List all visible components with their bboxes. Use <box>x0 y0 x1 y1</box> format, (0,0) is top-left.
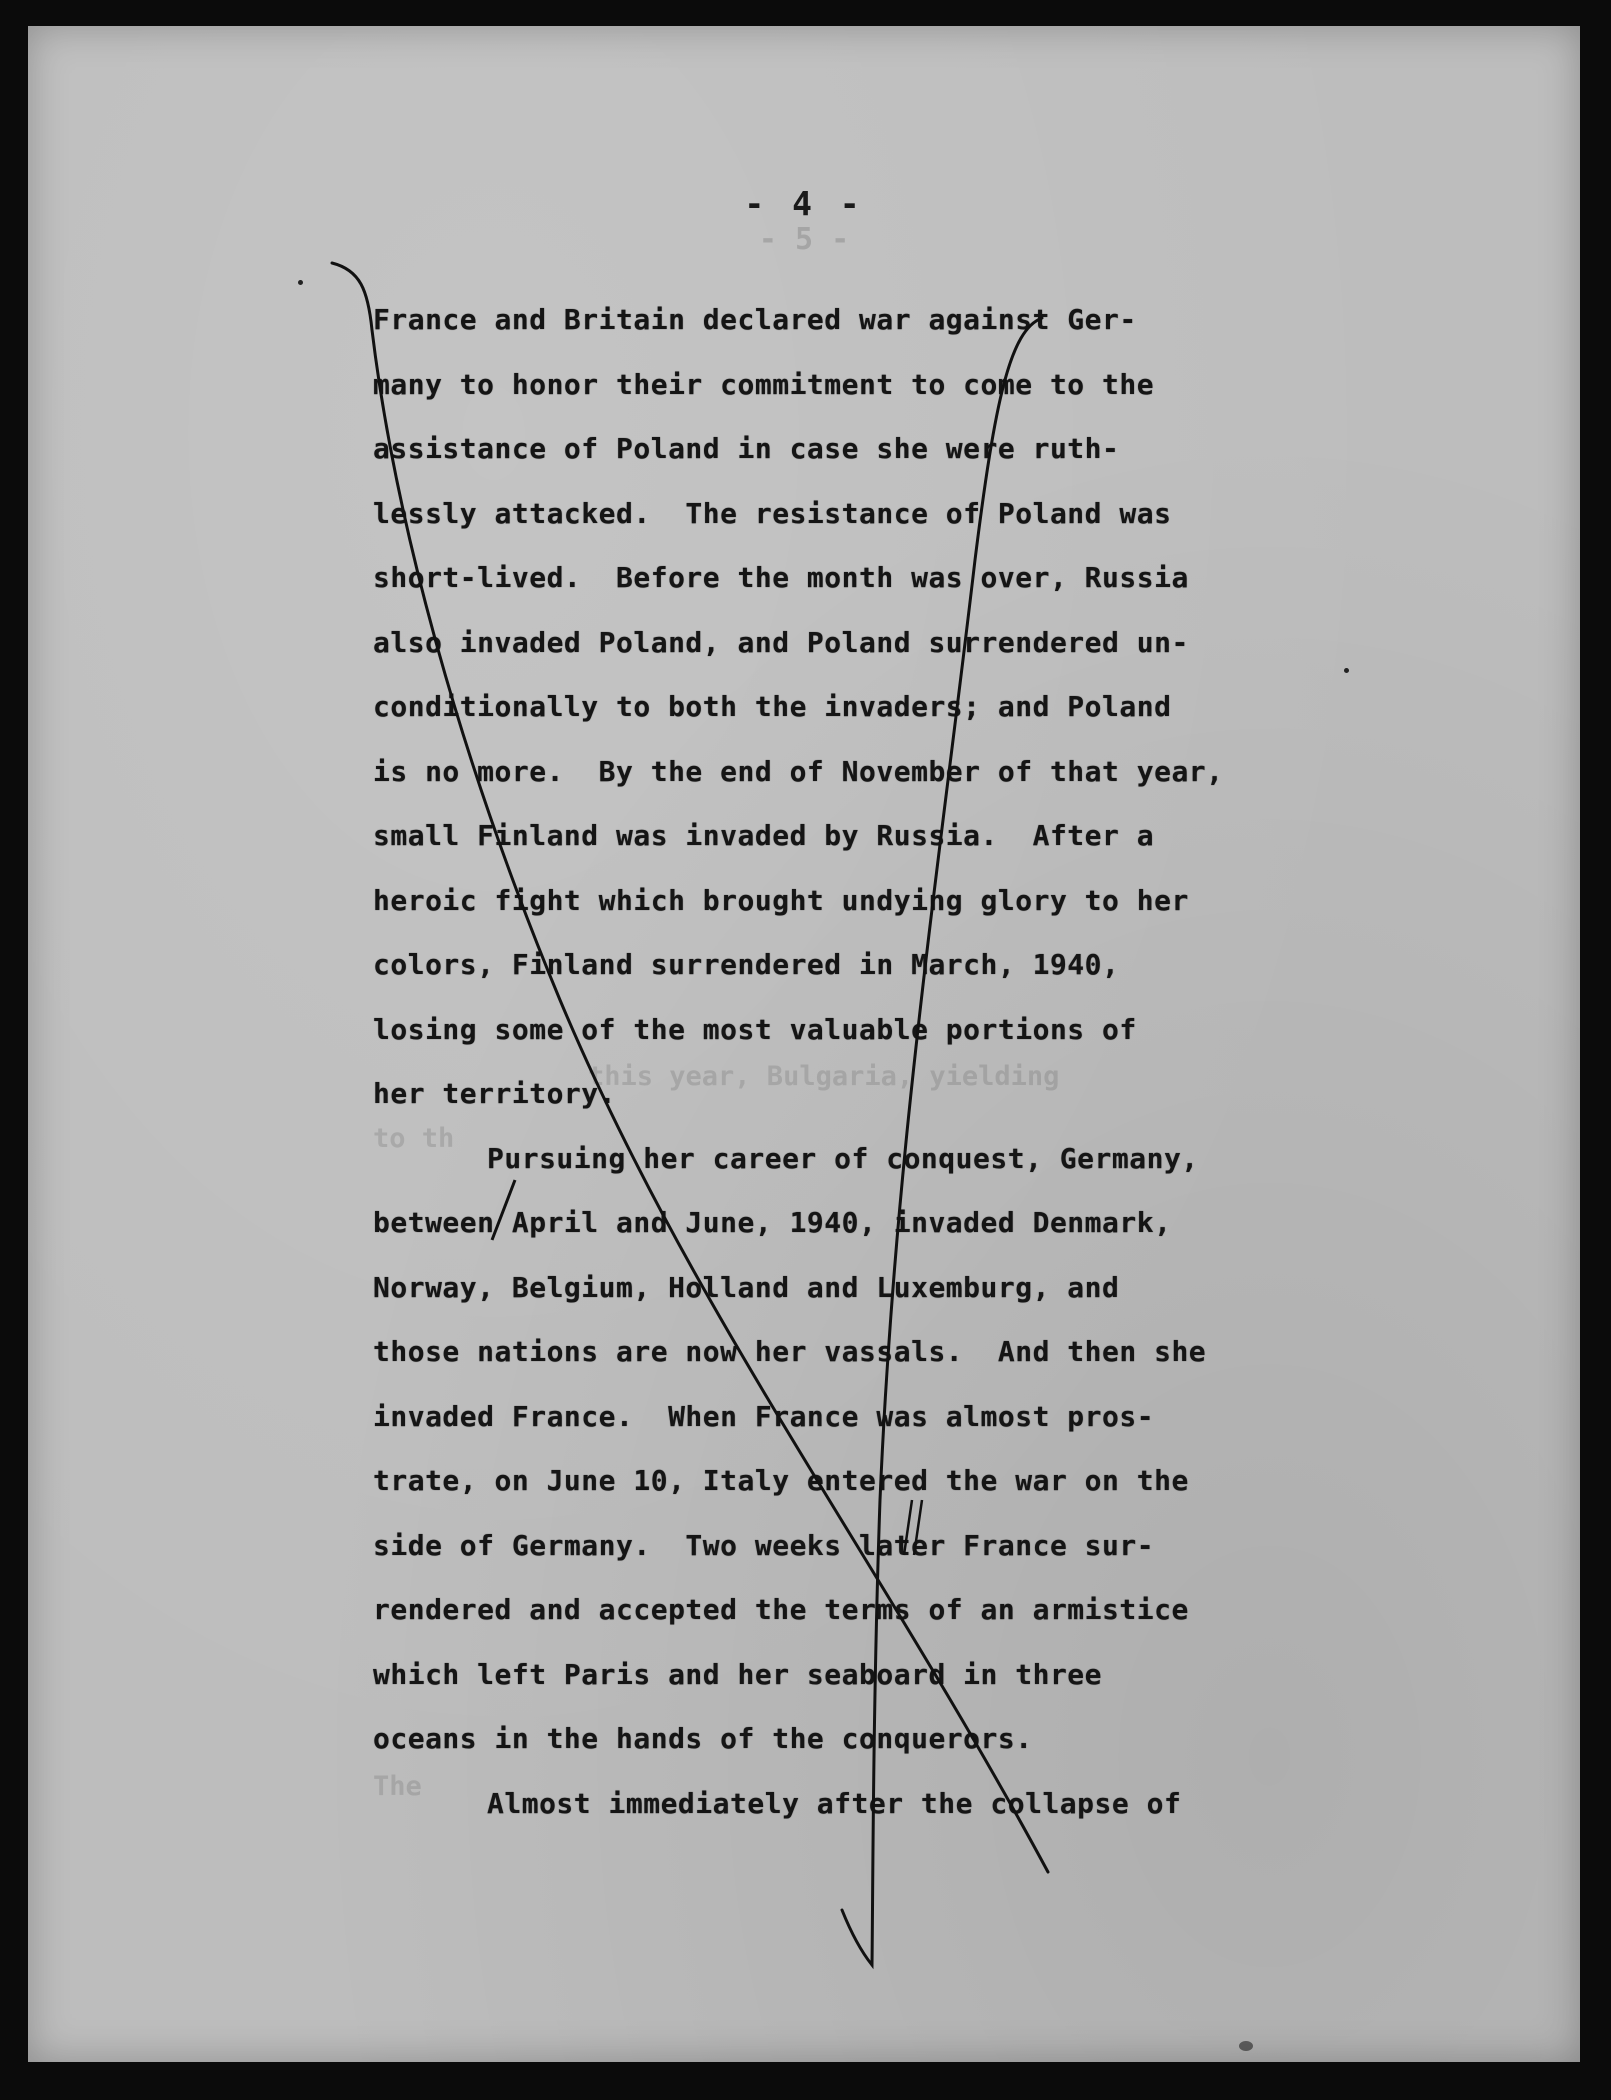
text-line: trate, on June 10, Italy entered the war on the <box>373 1464 1189 1497</box>
typewritten-page <box>28 26 1580 2062</box>
text-line: colors, Finland surrendered in March, 1940, <box>373 948 1120 981</box>
bleed-through-mark: - 5 - <box>758 222 850 257</box>
text-line: side of Germany. Two weeks later France sur- <box>373 1528 1155 1562</box>
bleed-through-text: this year, Bulgaria, yielding <box>588 1061 1060 1092</box>
text-line: small Finland was invaded by Russia. After a <box>373 819 1155 852</box>
text-line: heroic fight which brought undying glory to her <box>373 883 1189 917</box>
text-line: short-lived. Before the month was over, Russia <box>373 561 1189 594</box>
ink-speck <box>1239 2041 1253 2051</box>
bleed-through-text: The <box>373 1771 422 1802</box>
text-line: which left Paris and her seaboard in three <box>373 1657 1103 1691</box>
text-line: rendered and accepted the terms of an armistice <box>373 1593 1189 1626</box>
ink-speck <box>1344 668 1349 673</box>
body-text <box>373 288 1393 1836</box>
text-line: Pursuing her career of conquest, Germany, <box>487 1141 1199 1175</box>
text-line: France and Britain declared war against Ger- <box>373 303 1137 336</box>
ink-speck <box>298 280 303 285</box>
text-line: her territory. <box>373 1077 617 1110</box>
text-line: is no more. By the end of November of that year, <box>373 754 1224 788</box>
text-line: many to honor their commitment to come to the <box>373 367 1155 401</box>
text-line: Norway, Belgium, Holland and Luxemburg, and <box>373 1270 1120 1304</box>
bleed-through-text: to th <box>373 1123 455 1154</box>
text-line: also invaded Poland, and Poland surrendered un- <box>373 625 1189 659</box>
text-line: lessly attacked. The resistance of Poland was <box>373 496 1172 530</box>
text-line: assistance of Poland in case she were ruth- <box>373 432 1120 465</box>
text-line: Almost immediately after the collapse of <box>487 1786 1182 1820</box>
text-line: those nations are now her vassals. And then she <box>373 1335 1207 1368</box>
text-line: losing some of the most valuable portions of <box>373 1012 1137 1046</box>
page-number: - 4 - <box>744 184 864 223</box>
text-line: between April and June, 1940, invaded Denmark, <box>373 1206 1172 1239</box>
text-line: invaded France. When France was almost pros- <box>373 1399 1155 1433</box>
text-line: oceans in the hands of the conquerors. <box>373 1722 1033 1755</box>
text-line: conditionally to both the invaders; and Poland <box>373 690 1172 723</box>
